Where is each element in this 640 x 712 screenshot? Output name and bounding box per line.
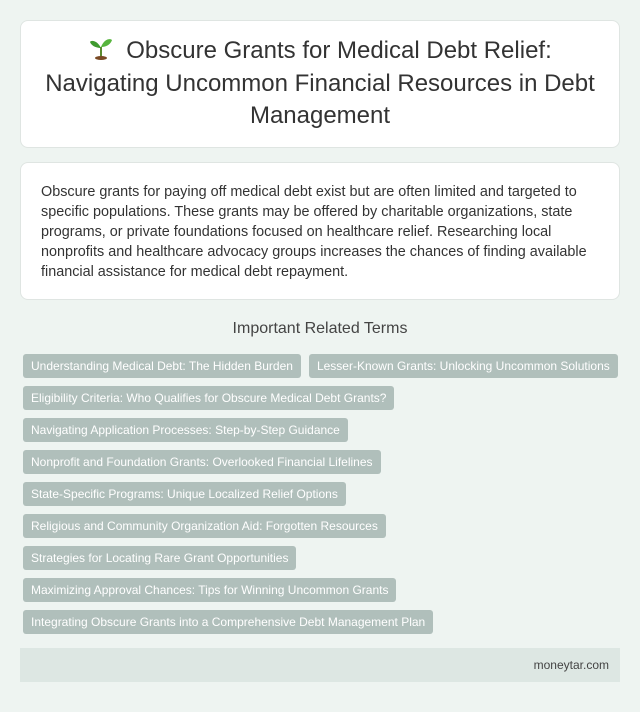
term-tag[interactable]: Strategies for Locating Rare Grant Opportunities (23, 546, 296, 570)
page-title-text: Obscure Grants for Medical Debt Relief: Navigating Uncommon Financial Resources in Debt Management (45, 37, 595, 130)
term-tag[interactable]: Integrating Obscure Grants into a Comprehensive Debt Management Plan (23, 610, 433, 634)
term-tag[interactable]: Navigating Application Processes: Step-by-Step Guidance (23, 418, 348, 442)
page-title (45, 35, 595, 132)
term-tag[interactable]: Nonprofit and Foundation Grants: Overlooked Financial Lifelines (23, 450, 381, 474)
term-tag[interactable]: State-Specific Programs: Unique Localized Relief Options (23, 482, 346, 506)
term-tag[interactable]: Religious and Community Organization Aid: Forgotten Resources (23, 514, 386, 538)
footer-site[interactable]: moneytar.com (533, 658, 609, 672)
tag-row (23, 450, 623, 474)
tag-row (23, 514, 623, 538)
footer-bar (20, 648, 620, 682)
term-tag[interactable]: Lesser-Known Grants: Unlocking Uncommon Solutions (309, 354, 618, 378)
tag-row (23, 610, 623, 634)
tag-row (23, 418, 623, 442)
sprout-icon (88, 36, 114, 60)
related-terms-list (23, 354, 623, 642)
title-card (20, 20, 620, 148)
term-tag[interactable]: Understanding Medical Debt: The Hidden Burden (23, 354, 301, 378)
description-card (20, 162, 620, 300)
tag-row (23, 386, 623, 410)
term-tag[interactable]: Maximizing Approval Chances: Tips for Winning Uncommon Grants (23, 578, 396, 602)
related-terms-heading: Important Related Terms (232, 320, 408, 337)
tag-row (23, 482, 623, 506)
term-tag[interactable]: Eligibility Criteria: Who Qualifies for Obscure Medical Debt Grants? (23, 386, 394, 410)
tag-row (23, 546, 623, 570)
tag-row (23, 578, 623, 602)
description-text: Obscure grants for paying off medical debt exist but are often limited and targeted to specific populations. These grants may be offered by charitable organizations, state programs, or private foundations focused on healthcare relief. Researching local nonprofits and healthcare advocacy groups increases the chances of finding available financial assistance for medical debt repayment. (41, 184, 587, 280)
tag-row (23, 354, 623, 378)
